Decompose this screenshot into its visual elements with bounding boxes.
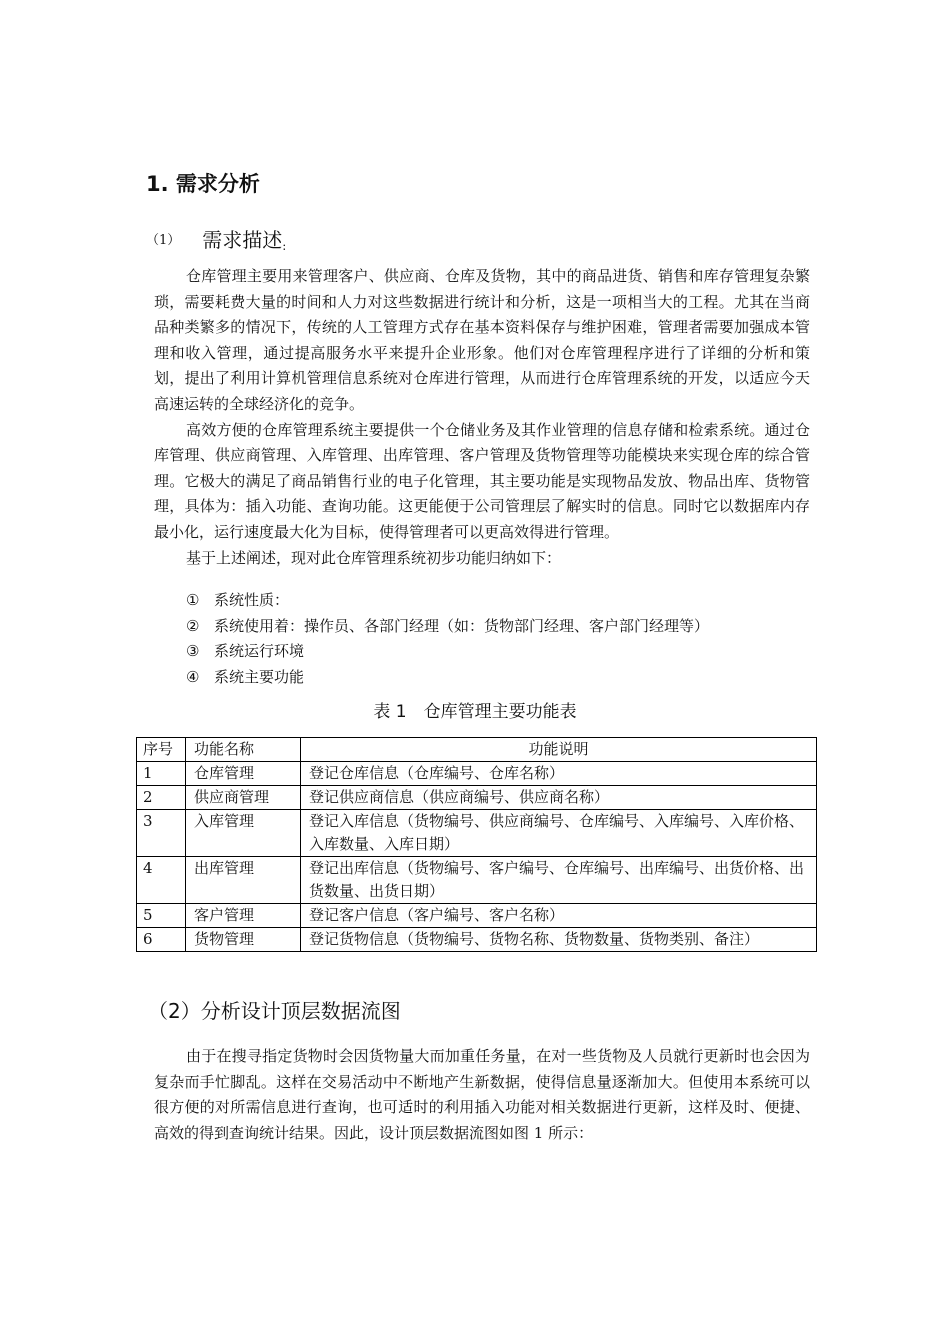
paragraph: 由于在搜寻指定货物时会因货物量大而加重任务量，在对一些货物及人员就行更新时也会因为复杂而手忙脚乱。这样在交易活动中不断地产生新数据，使得信息量逐渐加大。但使用本系统可以很方便的对所需信息进行查询，也可适时的利用插入功能对相关数据进行更新，这样及时、便捷、高效的得到查询统计结果。因此，设计顶层数据流图如图 1 所示：: [154, 1047, 810, 1142]
requirements-text: [154, 264, 810, 571]
table-cell: 登记仓库信息（仓库编号、仓库名称）: [301, 762, 817, 786]
subsection-heading: [146, 224, 286, 253]
function-list: [186, 588, 709, 690]
table-cell: 登记货物信息（货物编号、货物名称、货物数量、货物类别、备注）: [301, 928, 817, 952]
table-cell: 入库管理: [186, 810, 301, 857]
table-header: 功能说明: [301, 738, 817, 762]
function-table: [136, 737, 817, 952]
subsection-heading-2: （2）分析设计顶层数据流图: [148, 999, 401, 1023]
subsection-number: （1）: [146, 233, 181, 248]
list-item: [186, 665, 709, 691]
paragraph: 仓库管理主要用来管理客户、供应商、仓库及货物，其中的商品进货、销售和库存管理复杂繁琐，需要耗费大量的时间和人力对这些数据进行统计和分析，这是一项相当大的工程。尤其在当商品种类繁多的情况下，传统的人工管理方式存在基本资料保存与维护困难，管理者需要加强成本管理和收入管理，通过提高服务水平来提升企业形象。他们对仓库管理程序进行了详细的分析和策划，提出了利用计算机管理信息系统对仓库进行管理，从而进行仓库管理系统的开发，以适应今天高速运转的全球经济化的竞争。: [154, 267, 810, 413]
list-item: [186, 614, 709, 640]
table-cell: 2: [137, 786, 186, 810]
list-item: [186, 588, 709, 614]
paragraph: 基于上述阐述，现对此仓库管理系统初步功能归纳如下：: [186, 548, 562, 567]
list-item: [186, 639, 709, 665]
dataflow-text: [154, 1044, 810, 1146]
table-cell: 货物管理: [186, 928, 301, 952]
table-cell: 5: [137, 904, 186, 928]
table-cell: 登记供应商信息（供应商编号、供应商名称）: [301, 786, 817, 810]
table-cell: 6: [137, 928, 186, 952]
list-item-text: 系统性质：: [214, 591, 290, 609]
table-cell: 出库管理: [186, 857, 301, 904]
list-marker: ③: [186, 642, 200, 661]
paragraph: 高效方便的仓库管理系统主要提供一个仓储业务及其作业管理的信息存储和检索系统。通过仓库管理、供应商管理、入库管理、出库管理、客户管理及货物管理等功能模块来实现仓库的综合管理。它极大的满足了商品销售行业的电子化管理，其主要功能是实现物品发放、物品出库、货物管理，具体为：插入功能、查询功能。这更能便于公司管理层了解实时的信息。同时它以数据库内存最小化，运行速度最大化为目标，使得管理者可以更高效得进行管理。: [154, 420, 810, 541]
list-item-text: 系统主要功能: [214, 667, 305, 686]
table-row: [137, 857, 817, 904]
table-cell: 仓库管理: [186, 762, 301, 786]
section-heading: 1. 需求分析: [146, 172, 260, 196]
table-cell: 登记入库信息（货物编号、供应商编号、仓库编号、入库编号、入库价格、入库数量、入库日期）: [301, 810, 817, 857]
subsection-title: 需求描述: [202, 228, 283, 252]
list-item-text: 系统运行环境: [214, 642, 305, 661]
table-row: [137, 786, 817, 810]
list-marker: ②: [186, 616, 200, 635]
table-cell: 3: [137, 810, 186, 857]
table-cell: 登记客户信息（客户编号、客户名称）: [301, 904, 817, 928]
list-item-text: 系统使用着：操作员、各部门经理（如：货物部门经理、客户部门经理等）: [214, 616, 710, 635]
table-cell: 1: [137, 762, 186, 786]
table-header: 序号: [137, 738, 186, 762]
table-row: [137, 762, 817, 786]
subsection-colon: :: [282, 239, 287, 253]
table-caption: 表 1 仓库管理主要功能表: [373, 702, 577, 722]
table-row: [137, 904, 817, 928]
table-header: 功能名称: [186, 738, 301, 762]
table-cell: 登记出库信息（货物编号、客户编号、仓库编号、出库编号、出货价格、出货数量、出货日期）: [301, 857, 817, 904]
table-cell: 4: [137, 857, 186, 904]
table-cell: 供应商管理: [186, 786, 301, 810]
table-row: [137, 810, 817, 857]
table-row: [137, 928, 817, 952]
table-header-row: [137, 738, 817, 762]
table-cell: 客户管理: [186, 904, 301, 928]
list-marker: ①: [186, 591, 200, 609]
list-marker: ④: [186, 667, 200, 686]
